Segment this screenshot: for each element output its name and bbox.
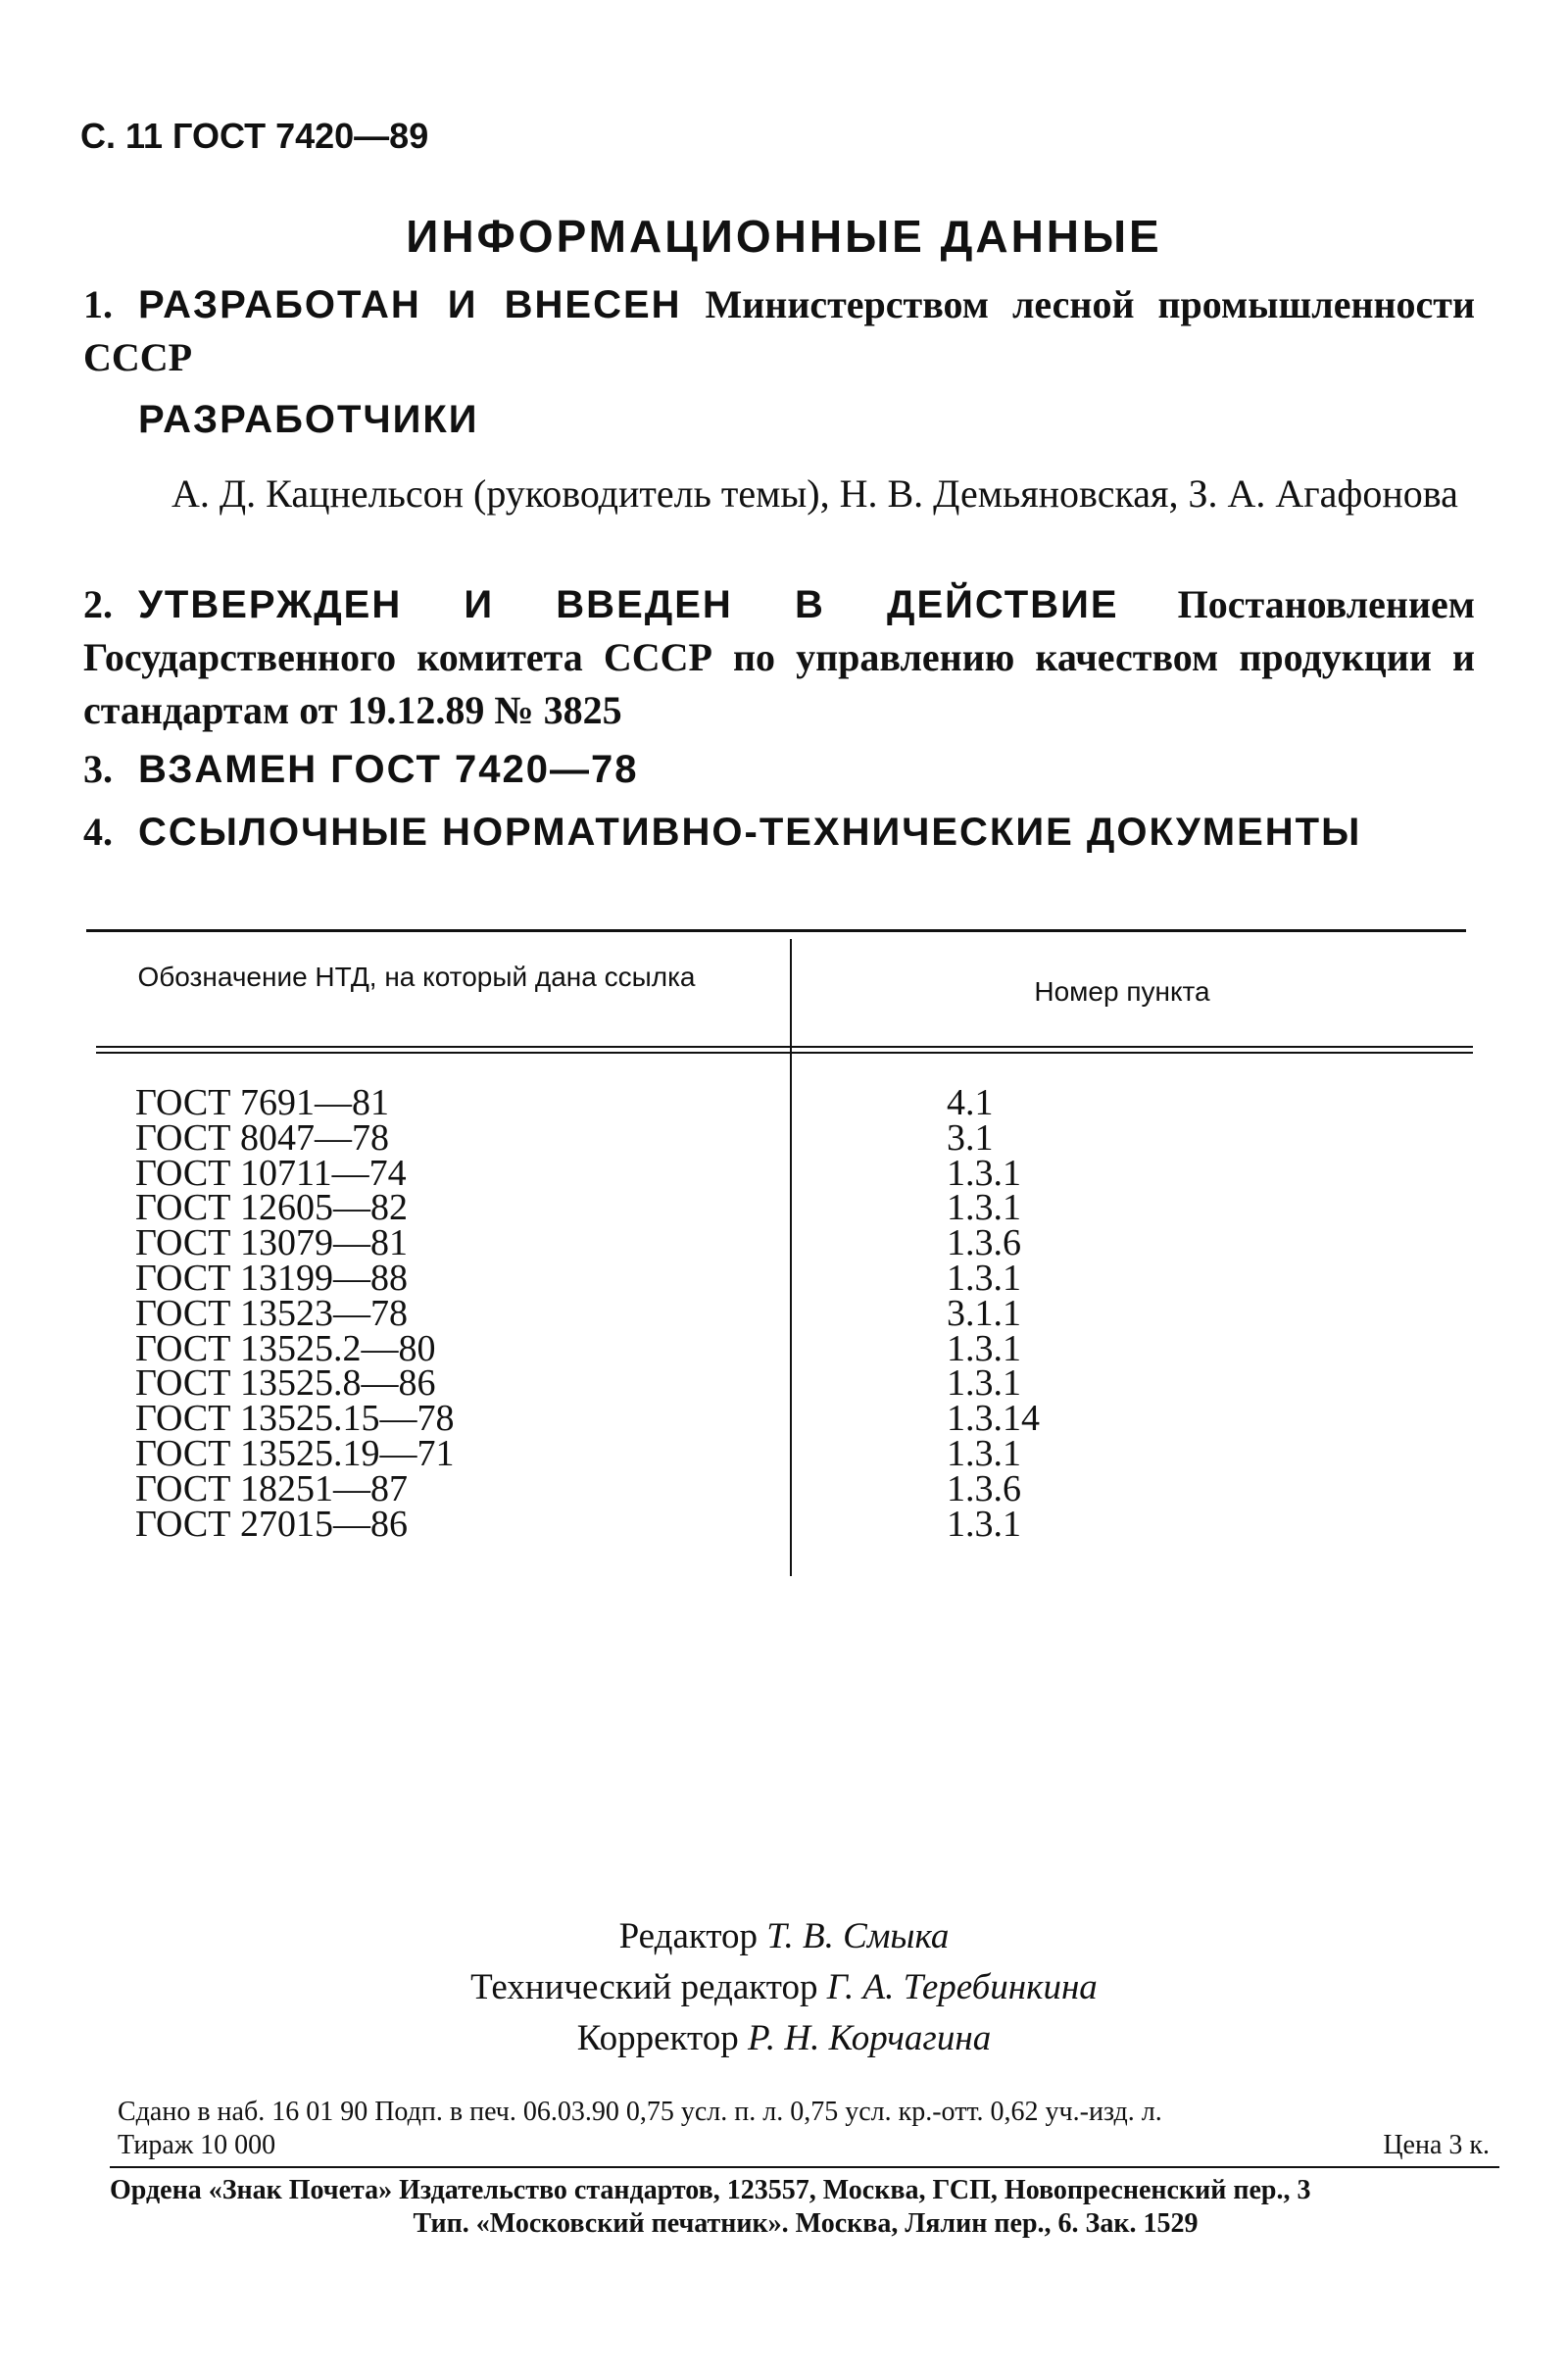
- table-cell: 1.3.6: [947, 1222, 1021, 1264]
- table-cell: ГОСТ 7691—81: [135, 1082, 389, 1123]
- table-cell: 1.3.6: [947, 1467, 1021, 1509]
- table-header-clause: Номер пункта: [1034, 976, 1210, 1007]
- table-cell: 3.1.1: [947, 1292, 1021, 1334]
- section-title: УТВЕРЖДЕН И ВВЕДЕН В ДЕЙСТВИЕ: [138, 583, 1119, 626]
- page-title: ИНФОРМАЦИОННЫЕ ДАННЫЕ: [406, 211, 1162, 262]
- section-title: ССЫЛОЧНЫЕ НОРМАТИВНО-ТЕХНИЧЕСКИЕ ДОКУМЕНТЫ: [138, 811, 1362, 854]
- table-column-divider: [790, 939, 792, 1576]
- tech-editor-name: Г. А. Теребинкина: [826, 1967, 1098, 2007]
- section-title: ВЗАМЕН ГОСТ 7420—78: [138, 748, 639, 791]
- section-text: Министерством лесной промышленности СССР: [83, 282, 1475, 379]
- imprint-print-data: [118, 2096, 1490, 2162]
- developers-label: РАЗРАБОТЧИКИ: [138, 398, 479, 441]
- section-title: РАЗРАБОТАН И ВНЕСЕН: [138, 283, 682, 326]
- corrector-line: [0, 2013, 1568, 2064]
- table-column-clauses: [947, 1082, 1040, 1545]
- table-cell: 1.3.1: [947, 1432, 1021, 1474]
- table-cell: 1.3.1: [947, 1503, 1021, 1545]
- table-cell: ГОСТ 8047—78: [135, 1116, 389, 1159]
- imprint-line-2: [118, 2129, 1490, 2162]
- table-column-designations: [135, 1082, 455, 1545]
- table-header-rule-2: [96, 1052, 1473, 1054]
- print-run: Тираж 10 000: [118, 2130, 276, 2160]
- table-cell: ГОСТ 13199—88: [135, 1257, 408, 1299]
- table-cell: ГОСТ 13525.15—78: [135, 1398, 455, 1440]
- section-text: Постановлением Государственного комитета СССР по управлению качеством продукции и стандартам от 19.12.89 № 3825: [83, 582, 1475, 732]
- table-cell: ГОСТ 13525.8—86: [135, 1362, 436, 1405]
- table-cell: 1.3.1: [947, 1327, 1021, 1369]
- section-references: [83, 806, 1475, 859]
- table-cell: 3.1: [947, 1116, 994, 1159]
- section-developed-by: [83, 278, 1475, 384]
- section-number: 2.: [83, 582, 113, 626]
- table-cell: ГОСТ 10711—74: [135, 1152, 407, 1194]
- table-cell: 1.3.1: [947, 1257, 1021, 1299]
- editor-name: Т. В. Смыка: [766, 1916, 950, 1956]
- developers-list: А. Д. Кацнельсон (руководитель темы), Н. В. Демьяновская, З. А. Агафонова: [172, 471, 1458, 516]
- table-cell: ГОСТ 18251—87: [135, 1467, 408, 1509]
- tech-editor-label: Технический редактор: [470, 1967, 818, 2007]
- table-header-rule: [96, 1046, 1473, 1048]
- section-number: 3.: [83, 747, 113, 791]
- table-cell: 4.1: [947, 1082, 994, 1123]
- imprint-publisher: [110, 2174, 1501, 2241]
- price: Цена 3 к.: [1383, 2130, 1490, 2160]
- section-approved: [83, 578, 1475, 737]
- table-header-designation: Обозначение НТД, на который дана ссылка: [137, 962, 696, 992]
- imprint-rule: [110, 2166, 1499, 2168]
- section-replaces: [83, 743, 1475, 796]
- editor-label: Редактор: [618, 1916, 759, 1956]
- section-number: 4.: [83, 810, 113, 854]
- table-cell: ГОСТ 13079—81: [135, 1222, 408, 1264]
- section-number: 1.: [83, 282, 113, 326]
- table-cell: ГОСТ 13523—78: [135, 1292, 408, 1334]
- printer-line: Тип. «Московский печатник». Москва, Лялин пер., 6. Зак. 1529: [413, 2208, 1199, 2239]
- table-cell: 1.3.1: [947, 1362, 1021, 1405]
- table-cell: 1.3.1: [947, 1152, 1021, 1194]
- table-top-rule: [86, 929, 1466, 932]
- table-cell: 1.3.14: [947, 1398, 1040, 1440]
- page-header: С. 11 ГОСТ 7420—89: [80, 116, 429, 156]
- corrector-name: Р. Н. Корчагина: [747, 2018, 992, 2058]
- table-cell: ГОСТ 27015—86: [135, 1503, 408, 1545]
- table-cell: ГОСТ 13525.2—80: [135, 1327, 436, 1369]
- tech-editor-line: [0, 1962, 1568, 2013]
- table-cell: 1.3.1: [947, 1187, 1021, 1229]
- table-cell: ГОСТ 13525.19—71: [135, 1432, 455, 1474]
- table-cell: ГОСТ 12605—82: [135, 1187, 408, 1229]
- corrector-label: Корректор: [576, 2018, 739, 2058]
- publisher-line: Ордена «Знак Почета» Издательство стандартов, 123557, Москва, ГСП, Новопресненский пер., 3: [110, 2175, 1311, 2205]
- editors-block: [0, 1911, 1568, 2064]
- imprint-line-1: Сдано в наб. 16 01 90 Подп. в печ. 06.03.90 0,75 усл. п. л. 0,75 усл. кр.-отт. 0,62 уч.-изд. л.: [118, 2097, 1162, 2127]
- editor-line: [0, 1911, 1568, 1962]
